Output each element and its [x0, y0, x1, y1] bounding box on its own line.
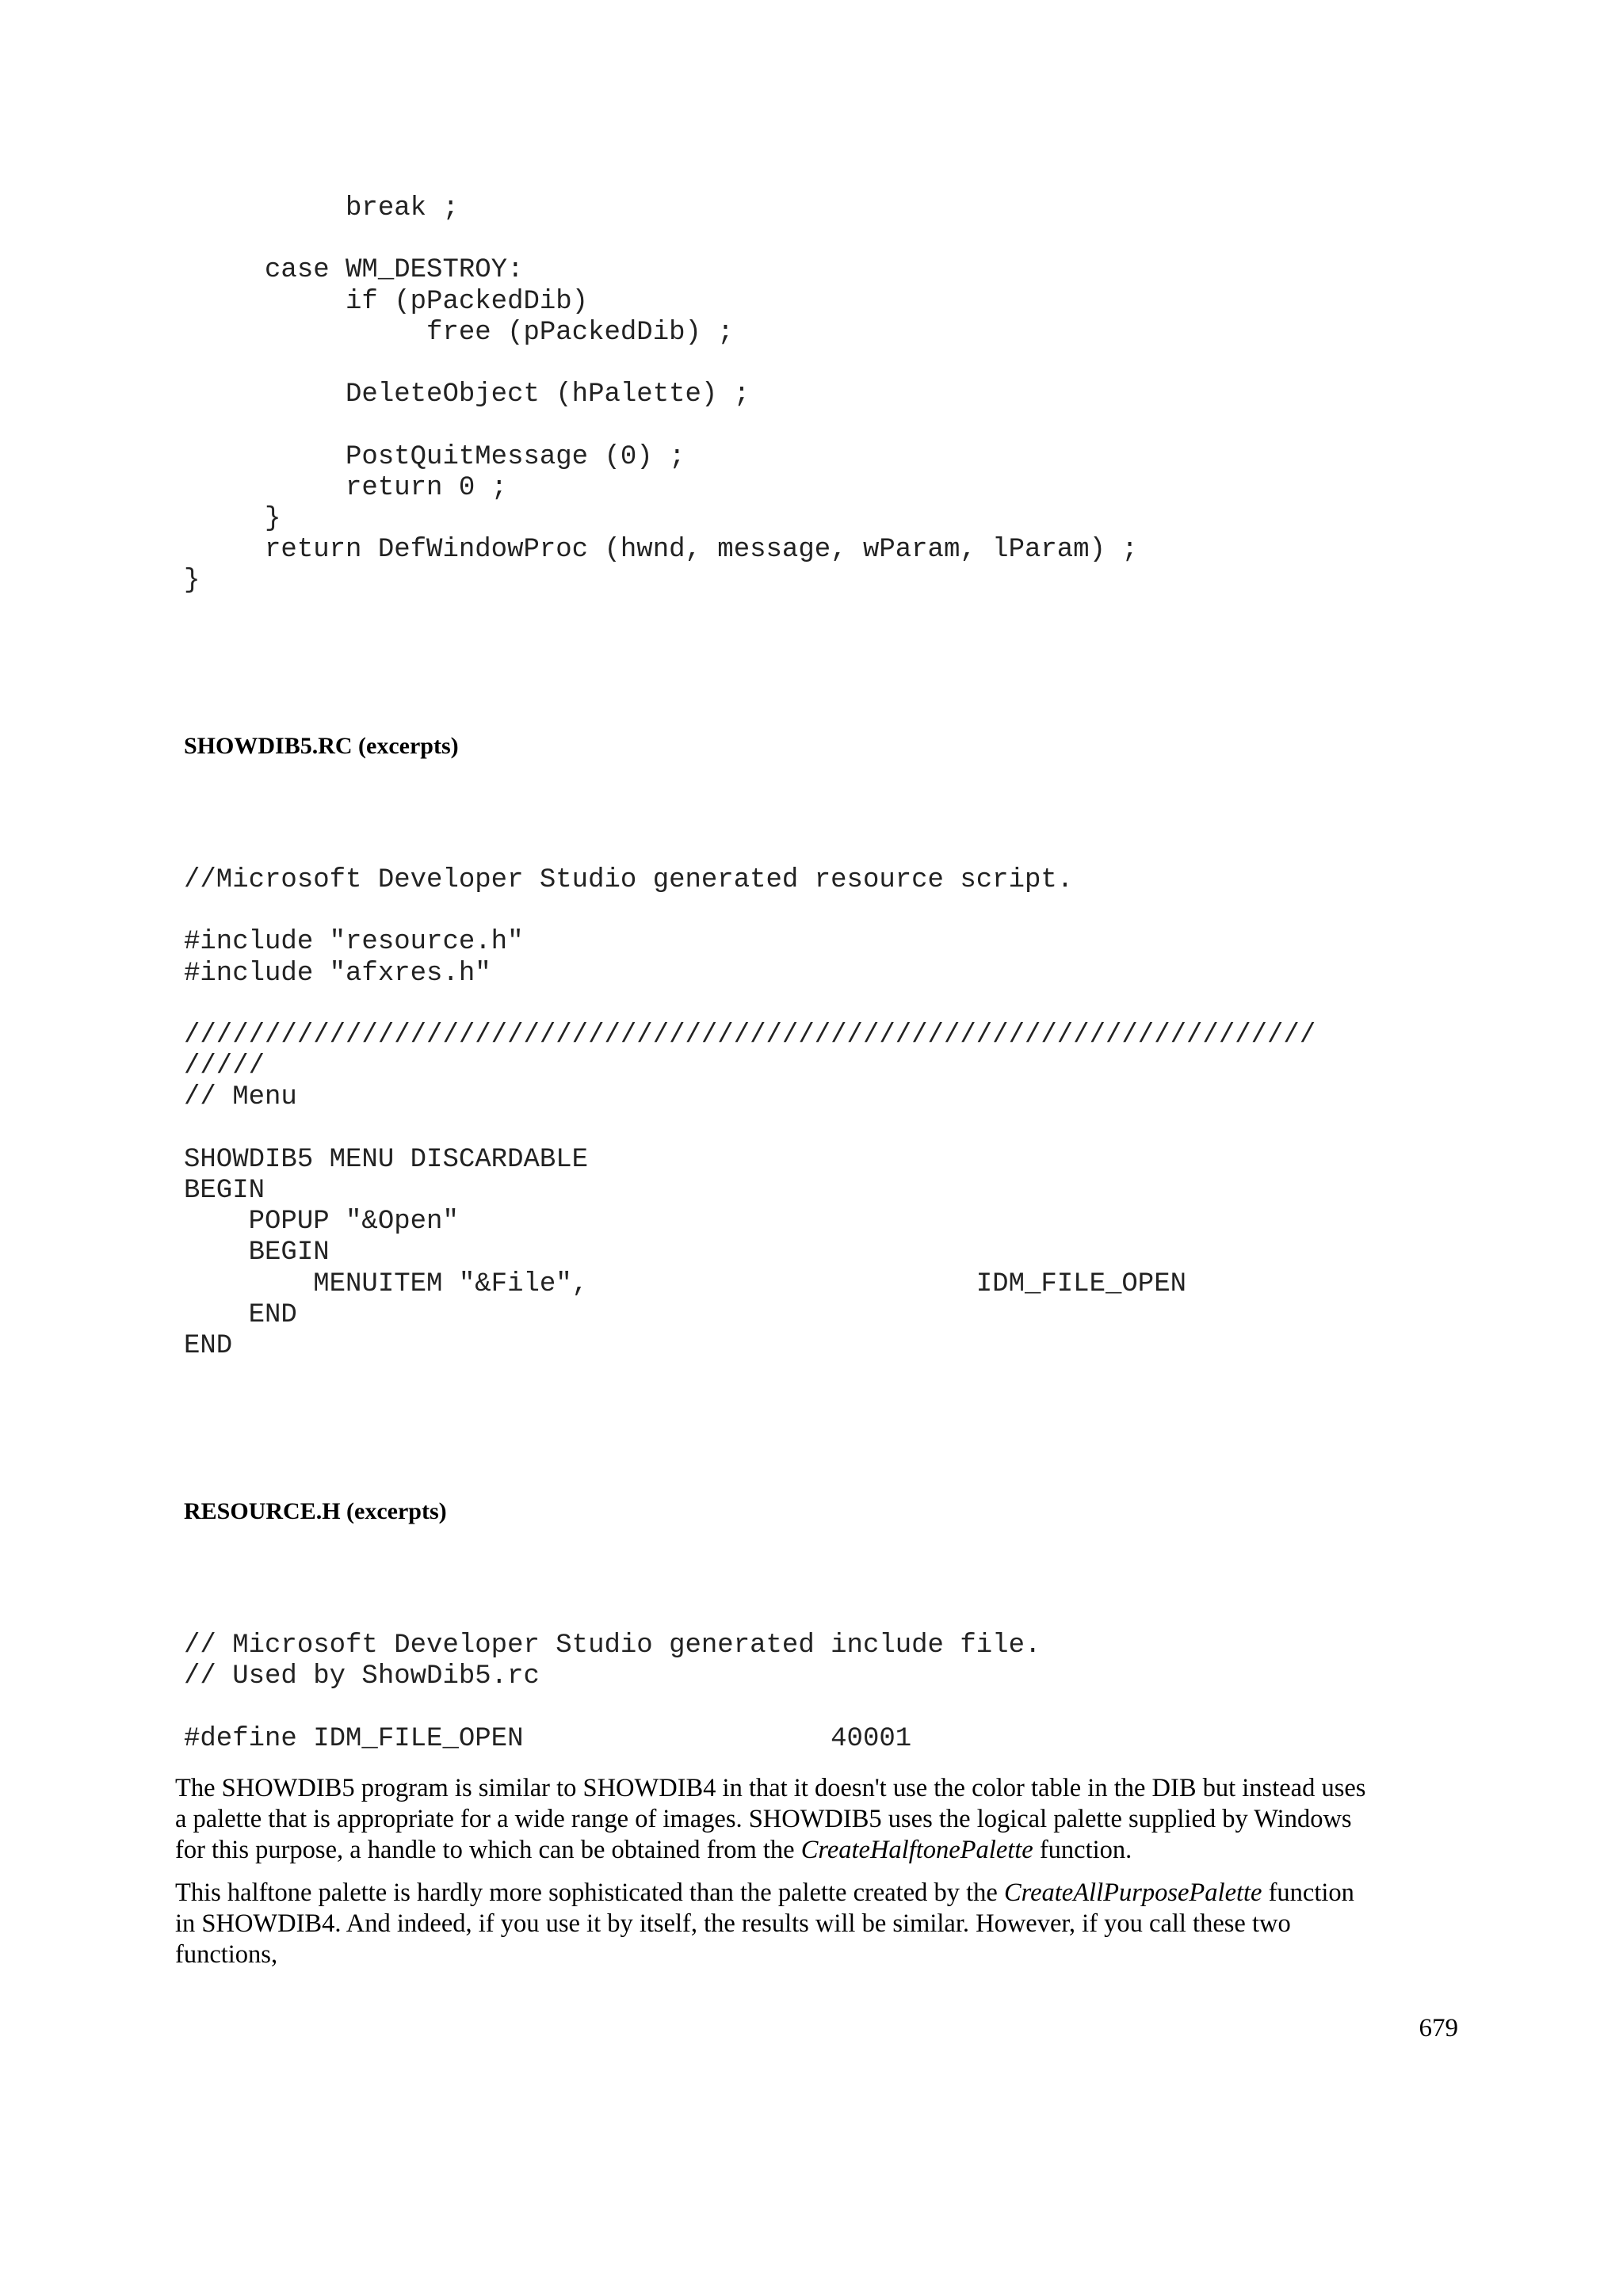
- paragraph-2-line-1: [175, 1878, 1459, 1909]
- paragraph-1-line-3: [175, 1835, 1459, 1866]
- code-block-resource-header: // Microsoft Developer Studio generated include file. // Used by ShowDib5.rc #define IDM_FILE_OPEN 40001: [184, 1630, 1041, 1754]
- body-paragraph-1: [175, 1773, 1459, 1866]
- paragraph-2-line-3: functions,: [175, 1940, 278, 1969]
- paragraph-2-line-1-start: This halftone palette is hardly more sophisticated than the palette created by the: [175, 1878, 1004, 1907]
- body-paragraph-2: [175, 1878, 1459, 1970]
- paragraph-1-line-3-start: for this purpose, a handle to which can be obtained from the: [175, 1836, 801, 1864]
- paragraph-1-line-1: The SHOWDIB5 program is similar to SHOWDIB4 in that it doesn't use the color table in the DIB but instead uses: [175, 1774, 1366, 1802]
- paragraph-1-line-3-end: function.: [1033, 1836, 1132, 1864]
- section-heading-showdib5-rc: SHOWDIB5.RC (excerpts): [184, 733, 459, 759]
- page-number: 679: [1419, 2014, 1458, 2042]
- function-name-create-all-purpose-palette: CreateAllPurposePalette: [1003, 1878, 1262, 1907]
- paragraph-1-line-2: a palette that is appropriate for a wide range of images. SHOWDIB5 uses the logical palette supplied by Windows: [175, 1805, 1352, 1833]
- code-block-window-procedure-end: break ; case WM_DESTROY: if (pPackedDib) free (pPackedDib) ; DeleteObject (hPalette) ; PostQuitMessage (0) ; return 0 ; } return DefWindowProc (hwnd, message, wParam, lParam) ; }: [184, 193, 1138, 597]
- function-name-create-halftone-palette: CreateHalftonePalette: [800, 1836, 1033, 1864]
- paragraph-2-line-1-end: function: [1262, 1878, 1354, 1907]
- section-heading-resource-h: RESOURCE.H (excerpts): [184, 1498, 447, 1524]
- paragraph-2-line-2: in SHOWDIB4. And indeed, if you use it by itself, the results will be similar. However, if you call these two: [175, 1909, 1291, 1938]
- code-block-resource-script: //Microsoft Developer Studio generated resource script. #include "resource.h" #include "afxres.h" ////////////////////////////////////////////////////////////////////// ///// // Menu SHOWDIB5 MENU DISCARDABLE BEGIN POPUP "&Open" BEGIN MENUITEM "&File", IDM_FILE_OPEN END END: [184, 865, 1316, 1362]
